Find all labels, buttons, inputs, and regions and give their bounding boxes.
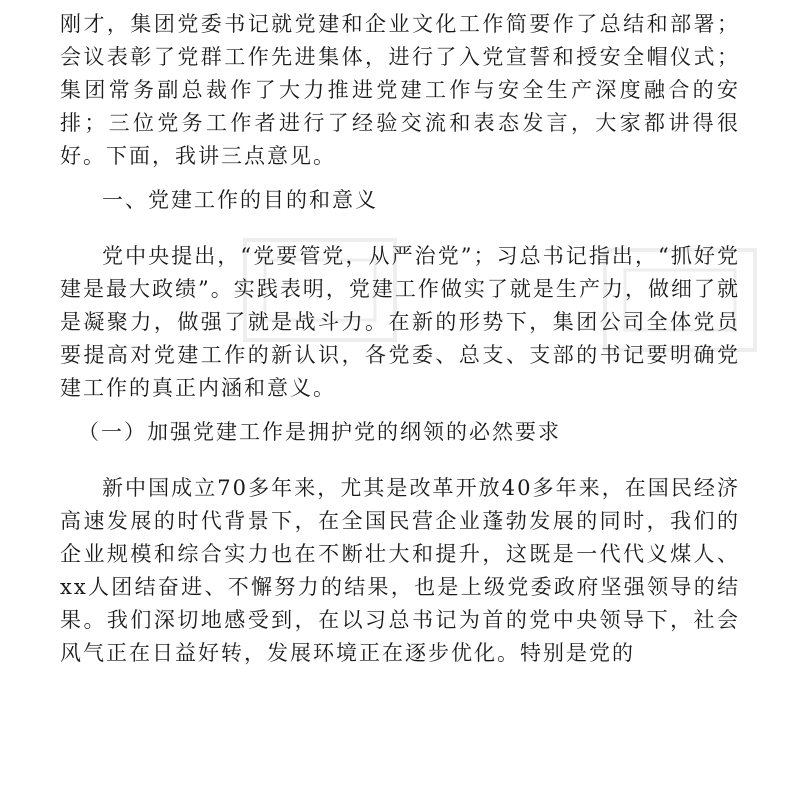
- section-heading-1: 一、党建工作的目的和意义: [102, 188, 378, 212]
- paragraph-history: 新中国成立70多年来，尤其是改革开放40多年来，在国民经济高速发展的时代背景下，在全国民营企业蓬勃发展的同时，我们的企业规模和综合实力也在不断壮大和提升，这既是一代代义煤人、xx人团结奋进、不懈努力的结果，也是上级党委政府坚强领导的结果。我们深切地感受到，在以习总书记为首的党中央领导下，社会风气正在日益好转，发展环境正在逐步优化。特别是党的: [60, 476, 740, 665]
- paragraph-opening: 刚才，集团党委书记就党建和企业文化工作简要作了总结和部署；会议表彰了党群工作先进集体，进行了入党宣誓和授安全帽仪式；集团常务副总裁作了大力推进党建工作与安全生产深度融合的安排；三位党务工作者进行了经验交流和表态发言，大家都讲得很好。下面，我讲三点意见。: [60, 12, 740, 168]
- subsection-heading-1: （一）加强党建工作是拥护党的纲领的必然要求: [78, 420, 561, 444]
- paragraph-purpose: 党中央提出，“党要管党，从严治党”；习总书记指出，“抓好党建是最大政绩”。实践表明，党建工作做实了就是生产力，做细了就是凝聚力，做强了就是战斗力。在新的形势下，集团公司全体党员要提高对党建工作的新认识，各党委、总支、支部的书记要明确党建工作的真正内涵和意义。: [60, 244, 740, 400]
